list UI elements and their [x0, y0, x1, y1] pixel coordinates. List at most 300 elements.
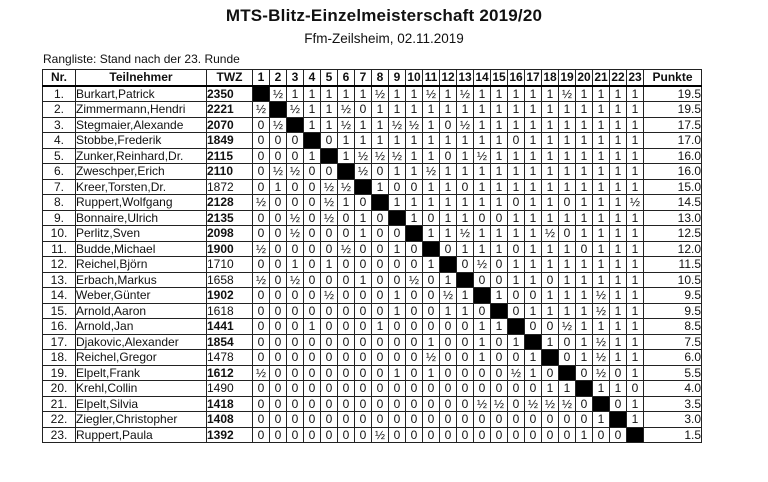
score-cell: 1 [576, 334, 593, 350]
score-cell: 1 [525, 195, 542, 211]
rank-cell: 8. [43, 195, 76, 211]
score-cell: 1 [542, 334, 559, 350]
score-cell: 1 [406, 133, 423, 149]
score-cell: 0 [270, 195, 287, 211]
score-cell: ½ [627, 195, 644, 211]
score-cell: 0 [304, 164, 321, 180]
score-cell: 1 [457, 102, 474, 118]
score-cell: 1 [440, 303, 457, 319]
self-pairing-cell [627, 427, 644, 443]
score-cell: 1 [440, 226, 457, 242]
points-cell: 16.0 [644, 164, 702, 180]
score-cell: 0 [389, 396, 406, 412]
score-cell: 0 [491, 412, 508, 428]
rating-cell: 1900 [207, 241, 253, 257]
score-cell: 0 [508, 412, 525, 428]
rank-cell: 14. [43, 288, 76, 304]
score-cell: 1 [610, 241, 627, 257]
score-cell: 1 [525, 210, 542, 226]
score-cell: 1 [610, 334, 627, 350]
self-pairing-cell [389, 210, 406, 226]
table-row [43, 164, 702, 180]
score-cell: 1 [474, 133, 491, 149]
score-cell: 0 [321, 350, 338, 366]
score-cell: 0 [440, 427, 457, 443]
score-cell: 0 [355, 195, 372, 211]
points-cell: 19.5 [644, 102, 702, 118]
rating-cell: 2128 [207, 195, 253, 211]
score-cell: 1 [542, 133, 559, 149]
score-cell: 0 [253, 427, 270, 443]
score-cell: ½ [406, 117, 423, 133]
points-cell: 15.0 [644, 179, 702, 195]
rank-cell: 2. [43, 102, 76, 118]
table-row [43, 86, 702, 102]
score-cell: 1 [593, 102, 610, 118]
score-cell: ½ [270, 117, 287, 133]
score-cell: 1 [542, 288, 559, 304]
score-cell: 0 [270, 241, 287, 257]
rank-cell: 21. [43, 396, 76, 412]
score-cell: 0 [508, 241, 525, 257]
header-round-14: 14 [475, 70, 489, 85]
score-cell: 1 [491, 148, 508, 164]
score-cell: 0 [423, 303, 440, 319]
table-row [43, 226, 702, 242]
score-cell: 0 [440, 319, 457, 335]
self-pairing-cell [287, 117, 304, 133]
score-cell: 1 [593, 179, 610, 195]
score-cell: 0 [304, 396, 321, 412]
score-cell: 0 [270, 148, 287, 164]
score-cell: 1 [593, 257, 610, 273]
score-cell: 1 [355, 226, 372, 242]
player-name: Ziegler,Christopher [76, 412, 207, 428]
score-cell: 1 [491, 102, 508, 118]
score-cell: 0 [372, 350, 389, 366]
score-cell: 0 [270, 412, 287, 428]
score-cell: 1 [491, 288, 508, 304]
score-cell: 0 [355, 427, 372, 443]
score-cell: 1 [542, 164, 559, 180]
score-cell: 0 [321, 272, 338, 288]
header-round-7: 7 [355, 70, 372, 86]
score-cell: ½ [440, 288, 457, 304]
score-cell: 0 [508, 350, 525, 366]
score-cell: 1 [525, 148, 542, 164]
score-cell: 0 [287, 319, 304, 335]
score-cell: 1 [406, 86, 423, 102]
score-cell: 1 [304, 319, 321, 335]
score-cell: 0 [287, 179, 304, 195]
score-cell: 0 [542, 319, 559, 335]
score-cell: 0 [423, 210, 440, 226]
score-cell: 1 [627, 257, 644, 273]
score-cell: 0 [491, 350, 508, 366]
score-cell: 1 [389, 86, 406, 102]
header-row [43, 70, 702, 86]
score-cell: 0 [389, 412, 406, 428]
page-title: MTS-Blitz-Einzelmeisterschaft 2019/20 [225, 6, 543, 25]
score-cell: 0 [253, 334, 270, 350]
header-round-9: 9 [389, 70, 406, 86]
score-cell: 1 [474, 164, 491, 180]
score-cell: 1 [593, 86, 610, 102]
score-cell: 1 [559, 241, 576, 257]
score-cell: 0 [304, 350, 321, 366]
score-cell: 1 [491, 117, 508, 133]
table-row [43, 319, 702, 335]
score-cell: 1 [542, 241, 559, 257]
score-cell: 1 [610, 195, 627, 211]
standings-label: Rangliste: Stand nach der 23. Runde [43, 52, 240, 66]
score-cell: 1 [627, 86, 644, 102]
score-cell: 0 [304, 226, 321, 242]
score-cell: 1 [593, 226, 610, 242]
score-cell: 0 [474, 427, 491, 443]
score-cell: 0 [270, 319, 287, 335]
score-cell: 1 [474, 86, 491, 102]
score-cell: 0 [576, 241, 593, 257]
score-cell: 1 [321, 257, 338, 273]
score-cell: 0 [304, 334, 321, 350]
header-round-13: 13 [458, 70, 472, 85]
score-cell: 1 [559, 272, 576, 288]
score-cell: 0 [304, 195, 321, 211]
score-cell: ½ [270, 86, 287, 102]
rank-cell: 1. [43, 86, 76, 102]
score-cell: 0 [270, 288, 287, 304]
score-cell: 0 [423, 381, 440, 397]
score-cell: 0 [321, 133, 338, 149]
score-cell: 1 [593, 272, 610, 288]
score-cell: 1 [355, 86, 372, 102]
score-cell: ½ [542, 396, 559, 412]
score-cell: ½ [338, 117, 355, 133]
score-cell: 1 [593, 195, 610, 211]
score-cell: 1 [423, 179, 440, 195]
score-cell: 0 [355, 381, 372, 397]
header-round-5: 5 [321, 70, 338, 86]
score-cell: 1 [525, 86, 542, 102]
score-cell: 0 [406, 412, 423, 428]
score-cell: 0 [287, 334, 304, 350]
player-name: Arnold,Jan [76, 319, 207, 335]
score-cell: 0 [338, 381, 355, 397]
score-cell: 1 [457, 210, 474, 226]
score-cell: 0 [389, 334, 406, 350]
self-pairing-cell [338, 164, 355, 180]
score-cell: 1 [372, 179, 389, 195]
rank-cell: 11. [43, 241, 76, 257]
points-cell: 4.0 [644, 381, 702, 397]
score-cell: 1 [338, 86, 355, 102]
score-cell: 0 [542, 272, 559, 288]
score-cell: 0 [287, 303, 304, 319]
score-cell: 0 [627, 381, 644, 397]
score-cell: 1 [525, 257, 542, 273]
score-cell: 0 [338, 272, 355, 288]
score-cell: 1 [627, 396, 644, 412]
self-pairing-cell [304, 133, 321, 149]
score-cell: 0 [389, 226, 406, 242]
score-cell: 0 [508, 288, 525, 304]
score-cell: 1 [610, 164, 627, 180]
score-cell: ½ [542, 226, 559, 242]
score-cell: 1 [576, 272, 593, 288]
score-cell: 1 [576, 226, 593, 242]
rank-cell: 23. [43, 427, 76, 443]
score-cell: 1 [576, 86, 593, 102]
score-cell: 0 [474, 303, 491, 319]
score-cell: 1 [525, 226, 542, 242]
score-cell: 0 [491, 381, 508, 397]
rating-cell: 1408 [207, 412, 253, 428]
score-cell: 1 [508, 148, 525, 164]
rank-cell: 7. [43, 179, 76, 195]
self-pairing-cell [457, 272, 474, 288]
score-cell: ½ [457, 117, 474, 133]
header-round-3: 3 [287, 70, 304, 86]
header-twz: TWZ [207, 70, 253, 86]
score-cell: 1 [457, 195, 474, 211]
score-cell: 1 [542, 381, 559, 397]
score-cell: 1 [525, 179, 542, 195]
points-cell: 1.5 [644, 427, 702, 443]
score-cell: ½ [338, 179, 355, 195]
score-cell: 1 [525, 365, 542, 381]
score-cell: 0 [457, 334, 474, 350]
score-cell: 1 [610, 148, 627, 164]
self-pairing-cell [423, 241, 440, 257]
player-name: Burkart,Patrick [76, 86, 207, 102]
score-cell: 0 [406, 288, 423, 304]
score-cell: 0 [423, 427, 440, 443]
score-cell: 1 [576, 257, 593, 273]
points-cell: 7.5 [644, 334, 702, 350]
player-name: Ruppert,Wolfgang [76, 195, 207, 211]
score-cell: 0 [389, 257, 406, 273]
score-cell: 0 [253, 350, 270, 366]
score-cell: 0 [321, 334, 338, 350]
rank-cell: 19. [43, 365, 76, 381]
score-cell: 1 [627, 102, 644, 118]
score-cell: 0 [372, 396, 389, 412]
player-name: Arnold,Aaron [76, 303, 207, 319]
score-cell: 1 [457, 241, 474, 257]
score-cell: 0 [406, 334, 423, 350]
self-pairing-cell [406, 226, 423, 242]
score-cell: 1 [440, 179, 457, 195]
score-cell: 0 [355, 257, 372, 273]
score-cell: 0 [372, 241, 389, 257]
header-nr: Nr. [43, 70, 76, 86]
points-cell: 17.5 [644, 117, 702, 133]
self-pairing-cell [508, 319, 525, 335]
self-pairing-cell [542, 350, 559, 366]
score-cell: ½ [423, 350, 440, 366]
score-cell: 0 [610, 396, 627, 412]
score-cell: 0 [287, 133, 304, 149]
points-cell: 9.5 [644, 303, 702, 319]
score-cell: ½ [423, 86, 440, 102]
score-cell: 0 [542, 412, 559, 428]
score-cell: 1 [372, 319, 389, 335]
score-cell: 1 [406, 148, 423, 164]
score-cell: 1 [576, 179, 593, 195]
score-cell: ½ [253, 272, 270, 288]
score-cell: 1 [627, 288, 644, 304]
score-cell: 1 [491, 133, 508, 149]
points-cell: 3.0 [644, 412, 702, 428]
score-cell: 1 [559, 148, 576, 164]
score-cell: 0 [253, 303, 270, 319]
header-round-1: 1 [253, 70, 270, 86]
rating-cell: 2115 [207, 148, 253, 164]
score-cell: ½ [525, 396, 542, 412]
score-cell: 1 [525, 303, 542, 319]
player-name: Reichel,Gregor [76, 350, 207, 366]
score-cell: 0 [304, 257, 321, 273]
score-cell: 0 [321, 241, 338, 257]
score-cell: 1 [508, 164, 525, 180]
player-name: Zunker,Reinhard,Dr. [76, 148, 207, 164]
score-cell: 1 [627, 303, 644, 319]
player-name: Krehl,Collin [76, 381, 207, 397]
score-cell: 1 [423, 148, 440, 164]
score-cell: ½ [253, 195, 270, 211]
score-cell: 0 [525, 319, 542, 335]
score-cell: 1 [576, 164, 593, 180]
score-cell: 1 [610, 303, 627, 319]
score-cell: 1 [576, 133, 593, 149]
rating-cell: 1478 [207, 350, 253, 366]
score-cell: 1 [610, 226, 627, 242]
score-cell: 0 [338, 257, 355, 273]
table-row [43, 334, 702, 350]
points-cell: 5.5 [644, 365, 702, 381]
points-cell: 17.0 [644, 133, 702, 149]
score-cell: 0 [372, 381, 389, 397]
score-cell: 1 [287, 257, 304, 273]
score-cell: 1 [593, 319, 610, 335]
score-cell: 0 [355, 288, 372, 304]
self-pairing-cell [355, 179, 372, 195]
score-cell: 1 [525, 272, 542, 288]
score-cell: 0 [253, 396, 270, 412]
score-cell: ½ [338, 241, 355, 257]
score-cell: 0 [440, 396, 457, 412]
score-cell: 1 [627, 148, 644, 164]
score-cell: 0 [321, 303, 338, 319]
score-cell: 1 [423, 365, 440, 381]
standings-body [43, 86, 702, 443]
score-cell: 1 [559, 303, 576, 319]
score-cell: 1 [610, 272, 627, 288]
points-cell: 19.5 [644, 86, 702, 102]
score-cell: 1 [389, 164, 406, 180]
score-cell: 1 [610, 288, 627, 304]
score-cell: 1 [372, 117, 389, 133]
player-name: Elpelt,Frank [76, 365, 207, 381]
score-cell: 0 [491, 257, 508, 273]
rank-cell: 10. [43, 226, 76, 242]
score-cell: 1 [423, 117, 440, 133]
score-cell: 0 [406, 257, 423, 273]
score-cell: 1 [525, 350, 542, 366]
score-cell: 1 [440, 210, 457, 226]
table-row [43, 148, 702, 164]
score-cell: 1 [474, 241, 491, 257]
score-cell: 0 [338, 396, 355, 412]
score-cell: 0 [304, 303, 321, 319]
score-cell: 1 [508, 102, 525, 118]
score-cell: ½ [287, 102, 304, 118]
points-cell: 10.5 [644, 272, 702, 288]
score-cell: 1 [457, 133, 474, 149]
score-cell: 1 [508, 210, 525, 226]
points-cell: 8.5 [644, 319, 702, 335]
score-cell: 0 [355, 319, 372, 335]
score-cell: 1 [593, 164, 610, 180]
score-cell: 0 [440, 334, 457, 350]
rating-cell: 1710 [207, 257, 253, 273]
score-cell: 0 [321, 412, 338, 428]
score-cell: 1 [406, 164, 423, 180]
score-cell: 1 [508, 86, 525, 102]
score-cell: 0 [508, 427, 525, 443]
score-cell: ½ [321, 210, 338, 226]
self-pairing-cell [559, 365, 576, 381]
score-cell: ½ [253, 365, 270, 381]
score-cell: 1 [406, 210, 423, 226]
header-teilnehmer: Teilnehmer [76, 70, 207, 86]
score-cell: 0 [355, 412, 372, 428]
score-cell: 0 [491, 210, 508, 226]
rating-cell: 1854 [207, 334, 253, 350]
score-cell: 0 [287, 412, 304, 428]
self-pairing-cell [525, 334, 542, 350]
score-cell: 0 [321, 365, 338, 381]
score-cell: 1 [559, 381, 576, 397]
score-cell: 0 [270, 257, 287, 273]
score-cell: 0 [508, 396, 525, 412]
score-cell: 0 [321, 396, 338, 412]
score-cell: 1 [542, 102, 559, 118]
score-cell: 0 [440, 381, 457, 397]
table-row [43, 365, 702, 381]
self-pairing-cell [576, 381, 593, 397]
score-cell: 0 [542, 365, 559, 381]
score-cell: 0 [270, 303, 287, 319]
score-cell: 0 [355, 303, 372, 319]
rating-cell: 1612 [207, 365, 253, 381]
score-cell: ½ [423, 164, 440, 180]
player-name: Budde,Michael [76, 241, 207, 257]
score-cell: 1 [508, 272, 525, 288]
player-name: Weber,Günter [76, 288, 207, 304]
score-cell: 0 [440, 148, 457, 164]
table-row [43, 257, 702, 273]
score-cell: 1 [627, 179, 644, 195]
score-cell: 1 [287, 86, 304, 102]
score-cell: 1 [559, 102, 576, 118]
score-cell: 0 [287, 381, 304, 397]
score-cell: ½ [321, 179, 338, 195]
score-cell: 0 [610, 427, 627, 443]
score-cell: 0 [423, 319, 440, 335]
score-cell: 1 [593, 117, 610, 133]
